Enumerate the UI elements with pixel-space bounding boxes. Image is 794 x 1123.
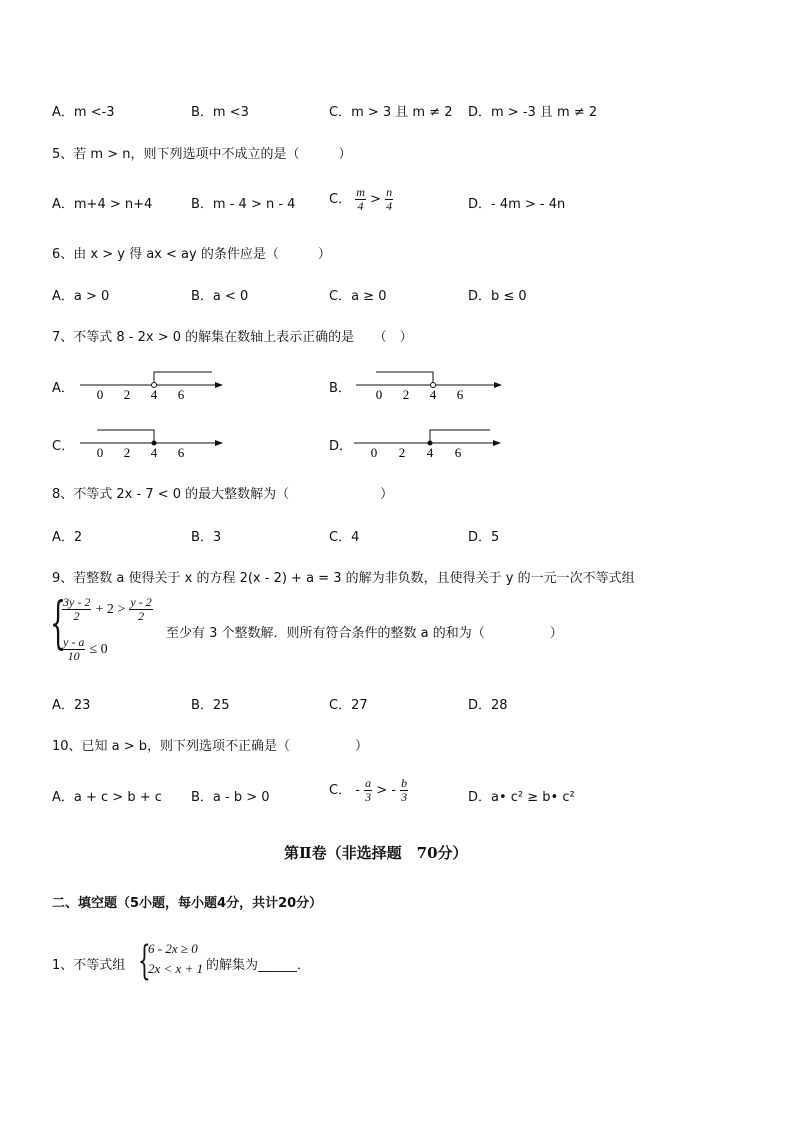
axis-arrow (215, 440, 223, 446)
q10-stem: 10、已知 a > b，则下列选项不正确是（ ） (52, 739, 369, 754)
q10-c-sign: - (355, 783, 360, 798)
q7-option-c-number-line (75, 424, 235, 460)
tick-label: 6 (177, 445, 185, 460)
fill-q1-prefix: 1、不等式组 (52, 958, 126, 973)
q9-option-b: B．25 (191, 698, 230, 713)
q9-option-a: A．23 (52, 698, 91, 713)
section-heading: 二、填空题（5小题，每小题4分，共计20分） (52, 896, 323, 911)
solution-bracket (97, 430, 154, 443)
fraction-denominator: 3 (401, 790, 408, 804)
fraction-numerator: m (356, 185, 365, 199)
fraction-denominator: 3 (365, 790, 372, 804)
q8-stem: 8、不等式 2x - 7 < 0 的最大整数解为（ ） (52, 487, 394, 502)
tick-label: 4 (426, 445, 434, 460)
q9-system-line1 (62, 596, 153, 623)
fraction-numerator: y - a (63, 635, 85, 649)
tick-label: 6 (177, 387, 185, 402)
fill-q1-brace: { (138, 938, 151, 984)
fraction-numerator: a (365, 776, 372, 790)
axis-arrow (494, 382, 502, 388)
fraction-denominator: 2 (138, 609, 145, 623)
q10-option-b: B．a - b > 0 (191, 790, 270, 805)
q4-option-d: D．m > -3 且 m ≠ 2 (468, 105, 598, 120)
q10-option-a: A．a + c > b + c (52, 790, 162, 805)
q7-option-a-number-line (75, 366, 235, 402)
tick-label: 2 (123, 387, 131, 402)
q10-c-operator: > - (376, 783, 396, 798)
tick-label: 6 (456, 387, 464, 402)
solution-bracket (376, 372, 433, 385)
tick-label: 0 (96, 445, 104, 460)
tick-label: 4 (150, 387, 158, 402)
q10-c-left-fraction (364, 777, 372, 804)
q9-option-d: D．28 (468, 698, 508, 713)
q10-option-c (329, 777, 408, 804)
q8-option-c: C．4 (329, 530, 360, 545)
q6-option-c: C．a ≥ 0 (329, 289, 387, 304)
part2-title: 第Ⅱ卷（非选择题 70分） (284, 844, 468, 862)
q8-option-a: A．2 (52, 530, 83, 545)
q6-option-d: D．b ≤ 0 (468, 289, 527, 304)
fraction-denominator: 2 (73, 609, 80, 623)
q10-option-d: D．a• c² ≥ b• c² (468, 790, 575, 805)
fraction-denominator: 4 (386, 199, 393, 213)
fraction-numerator: 3y - 2 (63, 595, 91, 609)
tick-label: 4 (429, 387, 437, 402)
q9-system-brace: { (50, 591, 67, 656)
q9-option-c: C．27 (329, 698, 368, 713)
q9-line2-fraction (62, 636, 85, 663)
tick-label: 4 (150, 445, 158, 460)
q5-stem: 5、若 m > n，则下列选项中不成立的是（ ） (52, 147, 352, 162)
q5-option-d: D．- 4m > - 4n (468, 197, 566, 212)
tick-label: 2 (398, 445, 406, 460)
q5-c-left-fraction (355, 186, 366, 213)
solution-bracket (154, 372, 212, 385)
q7-option-c-label: C． (52, 439, 75, 454)
q9-line1-fraction-left (62, 596, 91, 623)
tick-label: 6 (454, 445, 462, 460)
tick-label: 0 (370, 445, 378, 460)
q7-option-d-label: D． (329, 439, 353, 454)
q9-tail: 至少有 3 个整数解．则所有符合条件的整数 a 的和为（ ） (166, 626, 563, 641)
fraction-denominator: 10 (67, 649, 80, 663)
tick-label: 0 (375, 387, 383, 402)
tick-label: 0 (96, 387, 104, 402)
q7-stem: 7、不等式 8 - 2x > 0 的解集在数轴上表示正确的是 （ ） (52, 330, 413, 345)
fill-q1-line2: 2x < x + 1 (148, 961, 204, 976)
fill-q1-line1: 6 - 2x ≥ 0 (148, 941, 198, 956)
q5-c-operator: > (370, 192, 381, 207)
q7-option-d-number-line (349, 424, 509, 460)
q10-c-right-fraction (400, 777, 408, 804)
tick-label: 2 (402, 387, 410, 402)
q4-option-a: A．m <-3 (52, 105, 115, 120)
fill-q1-suffix: 的解集为______． (206, 958, 311, 973)
q9-line2-tail: ≤ 0 (89, 642, 108, 657)
q5-option-b: B．m - 4 > n - 4 (191, 197, 296, 212)
q5-option-c (329, 186, 393, 213)
q6-option-b: B．a < 0 (191, 289, 249, 304)
solution-bracket (430, 430, 490, 443)
q9-stem: 9、若整数 a 使得关于 x 的方程 2(x - 2) + a = 3 的解为非负数，且使得关于 y 的一元一次不等式组 (52, 571, 635, 586)
q5-c-right-fraction (385, 186, 393, 213)
q7-option-b-label: B． (329, 381, 351, 396)
axis-arrow (215, 382, 223, 388)
q10-option-c-label: C． (329, 783, 352, 798)
q9-system-line2 (62, 636, 108, 663)
q8-option-b: B．3 (191, 530, 222, 545)
q7-option-b-number-line (354, 366, 514, 402)
fraction-denominator: 4 (357, 199, 364, 213)
q4-option-b: B．m <3 (191, 105, 249, 120)
q5-option-c-label: C． (329, 192, 352, 207)
fraction-numerator: y - 2 (130, 595, 152, 609)
q5-option-a: A．m+4 > n+4 (52, 197, 153, 212)
q9-line1-middle: + 2 > (95, 602, 126, 617)
tick-label: 2 (123, 445, 131, 460)
q6-stem: 6、由 x > y 得 ax < ay 的条件应是（ ） (52, 247, 331, 262)
q6-option-a: A．a > 0 (52, 289, 110, 304)
q9-line1-fraction-right (129, 596, 152, 623)
fraction-numerator: b (401, 776, 408, 790)
fraction-numerator: n (386, 185, 393, 199)
axis-arrow (493, 440, 501, 446)
q8-option-d: D．5 (468, 530, 500, 545)
q7-option-a-label: A． (52, 381, 74, 396)
q4-option-c: C．m > 3 且 m ≠ 2 (329, 105, 453, 120)
